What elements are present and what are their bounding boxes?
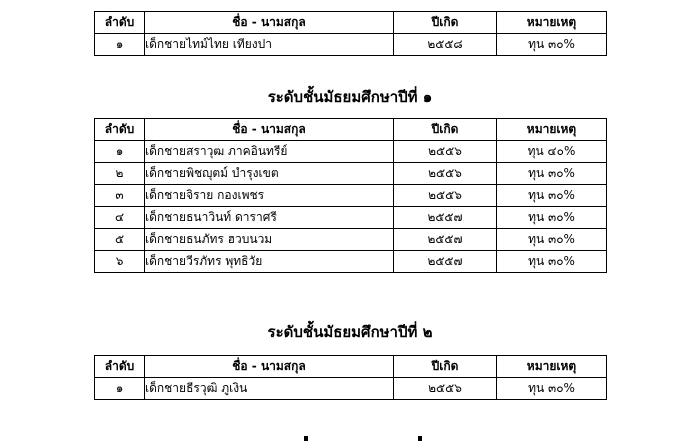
- cell-no: ๑: [95, 34, 145, 56]
- cell-year: ๒๕๕๖: [394, 185, 497, 207]
- header-year: ปีเกิด: [394, 12, 497, 34]
- cell-note: ทุน ๓๐%: [497, 251, 607, 273]
- table-header-row: [95, 356, 607, 378]
- header-year: ปีเกิด: [394, 119, 497, 141]
- header-name: ชื่อ - นามสกุล: [145, 356, 394, 378]
- cell-no: ๕: [95, 229, 145, 251]
- header-no: ลำดับ: [95, 12, 145, 34]
- header-year: ปีเกิด: [394, 356, 497, 378]
- cell-no: ๖: [95, 251, 145, 273]
- section-heading-m1: ระดับชั้นมัธยมศึกษาปีที่ ๑: [267, 88, 433, 106]
- cell-no: ๓: [95, 185, 145, 207]
- cell-note: ทุน ๓๐%: [497, 229, 607, 251]
- cell-name: เด็กชายธนภัทร ฮวบนวม: [145, 229, 394, 251]
- cell-name: เด็กชายจิราย กองเพชร: [145, 185, 394, 207]
- cell-no: ๒: [95, 163, 145, 185]
- table-row: [95, 229, 607, 251]
- table-row: [95, 251, 607, 273]
- header-note: หมายเหตุ: [497, 12, 607, 34]
- cell-year: ๒๕๕๖: [394, 141, 497, 163]
- header-name: ชื่อ - นามสกุล: [145, 12, 394, 34]
- cell-note: ทุน ๓๐%: [497, 207, 607, 229]
- header-no: ลำดับ: [95, 356, 145, 378]
- cell-no: ๑: [95, 378, 145, 400]
- table-m1: [94, 118, 607, 273]
- table-row: [95, 185, 607, 207]
- cell-year: ๒๕๕๖: [394, 163, 497, 185]
- cell-name: เด็กชายวีรภัทร พุทธิวัย: [145, 251, 394, 273]
- cell-name: เด็กชายไทม์ไทย เทียงปา: [145, 34, 394, 56]
- cell-year: ๒๕๕๘: [394, 34, 497, 56]
- cell-year: ๒๕๕๗: [394, 207, 497, 229]
- cell-note: ทุน ๓๐%: [497, 378, 607, 400]
- section-heading-m2: ระดับชั้นมัธยมศึกษาปีที่ ๒: [267, 323, 433, 341]
- table-row: [95, 34, 607, 56]
- cell-name: เด็กชายพิชญุตม์ บำรุงเขต: [145, 163, 394, 185]
- cell-note: ทุน ๓๐%: [497, 185, 607, 207]
- table-row: [95, 163, 607, 185]
- header-no: ลำดับ: [95, 119, 145, 141]
- cell-note: ทุน ๓๐%: [497, 34, 607, 56]
- cropped-heading-fragment: [418, 436, 422, 441]
- table-header-row: [95, 119, 607, 141]
- table-row: [95, 378, 607, 400]
- cell-no: ๔: [95, 207, 145, 229]
- table-previous-level: [94, 11, 607, 56]
- cropped-heading-fragment: [304, 436, 308, 441]
- header-note: หมายเหตุ: [497, 119, 607, 141]
- cell-year: ๒๕๕๗: [394, 229, 497, 251]
- cell-no: ๑: [95, 141, 145, 163]
- table-row: [95, 207, 607, 229]
- cell-name: เด็กชายธนาวินท์ ดาราศรี: [145, 207, 394, 229]
- cell-name: เด็กชายสราวุฒ ภาคอินทรีย์: [145, 141, 394, 163]
- table-header-row: [95, 12, 607, 34]
- cell-note: ทุน ๓๐%: [497, 163, 607, 185]
- cell-year: ๒๕๕๗: [394, 251, 497, 273]
- table-m2: [94, 355, 607, 400]
- cell-year: ๒๕๕๖: [394, 378, 497, 400]
- header-name: ชื่อ - นามสกุล: [145, 119, 394, 141]
- table-row: [95, 141, 607, 163]
- cell-note: ทุน ๔๐%: [497, 141, 607, 163]
- cell-name: เด็กชายธีรวุฒิ ภูเงิน: [145, 378, 394, 400]
- header-note: หมายเหตุ: [497, 356, 607, 378]
